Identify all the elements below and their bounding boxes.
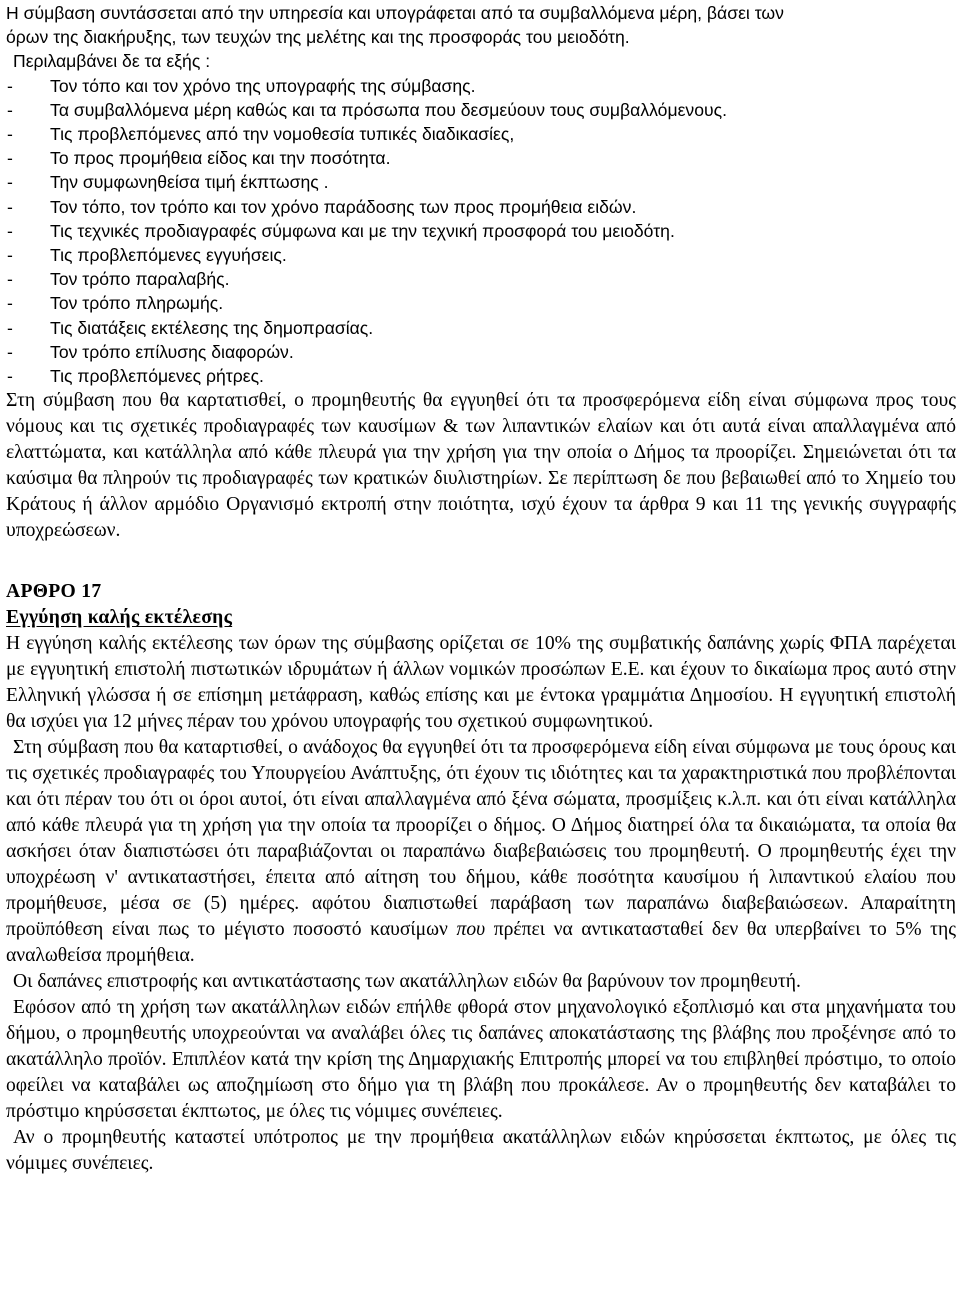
list-item <box>6 243 956 267</box>
list-dash: - <box>7 75 13 96</box>
list-item-text: Τις προβλεπόμενες ρήτρες. <box>50 366 264 387</box>
list-item <box>6 170 956 194</box>
list-item-text: Τον τρόπο επίλυσης διαφορών. <box>50 341 294 362</box>
bidder-text-after: πρέπει να αντικατασταθεί δεν θα υπερβαίνει το 5% της αναλωθείσα προμήθεια. <box>6 919 957 967</box>
document-page <box>6 1 956 1177</box>
paragraph-guarantee: Η εγγύηση καλής εκτέλεσης των όρων της σύμβασης ορίζεται σε 10% της συμβατικής δαπάνης χωρίς ΦΠΑ παρέχεται με εγγυητική επιστολή πιστωτικών ιδρυμάτων ή άλλων νομικών προσώπων Ε.Ε. και έχουν το δικαίωμα προς αυτό στην Ελληνική γλώσσα ή σε επίσημη μετάφραση, καθώς επίσης και με έντοκα γραμμάτια Δημοσίου. Η εγγυητική επιστολή θα ισχύει για 12 μήνες πέραν του χρόνου υπογραφής του σχετικού συμφωνητικού. <box>6 633 956 733</box>
intro-line-2: όρων της διακήρυξης, των τευχών της μελέτης και της προσφοράς του μειοδότη. <box>6 27 630 48</box>
list-dash: - <box>7 366 13 387</box>
includes-label: Περιλαμβάνει δε τα εξής : <box>13 51 211 72</box>
list-item-text: Τον τόπο, τον τρόπο και τον χρόνο παράδοσης των προς προμήθεια ειδών. <box>50 196 637 217</box>
list-item <box>6 291 956 315</box>
article-heading: ΑΡΘΡΟ 17 <box>6 581 102 603</box>
paragraph-contract-warranty: Στη σύμβαση που θα καρτατισθεί, ο προμηθευτής θα εγγυηθεί ότι τα προσφερόμενα είδη είναι σύμφωνα προς τους νόμους και τις σχετικές προδιαγραφές των καυσίμων & των λιπαντικών ελαίων και ότι αυτά είναι απαλλαγμένα από ελαττώματα, και κατάλληλα από κάθε πλευρά για την χρήση για την οποία ο Δήμος τα προορίζει. Σημειώνεται ότι τα καύσιμα θα πληρούν τις προδιαγραφές των κρατικών διυλιστηρίων. Σε περίπτωση δε που βεβαιωθεί από το Χημείο του Κράτους ή άλλον αρμόδιο Οργανισμό εκτροπή στην ποιότητα, ισχύ έχουν τα άρθρα 9 και 11 της γενικής συγγραφής υποχρεώσεων. <box>6 390 956 542</box>
list-item <box>6 146 956 170</box>
list-item <box>6 195 956 219</box>
list-dash: - <box>7 220 13 241</box>
list-dash: - <box>7 99 13 120</box>
list-dash: - <box>7 245 13 266</box>
list-item-text: Τις προβλεπόμενες εγγυήσεις. <box>50 245 287 266</box>
section-spacer <box>6 544 956 579</box>
contract-contents-list <box>6 74 956 389</box>
list-item <box>6 74 956 98</box>
paragraph-bidder-warranty <box>6 735 956 969</box>
paragraph-forfeiture: Αν ο προμηθευτής καταστεί υπότροπος με την προμήθεια ακατάλληλων ειδών κηρύσσεται έκπτωτος, με όλες τις νόμιμες συνέπειες. <box>6 1127 956 1175</box>
body-section <box>6 388 956 1177</box>
bidder-text-before: Στη σύμβαση που θα καταρτισθεί, ο ανάδοχος θα εγγυηθεί ότι τα προσφερόμενα είδη είναι σύμφωνα με τους όρους και τις σχετικές προδιαγραφές του Υπουργείου Ανάπτυξης, ότι έχουν τις ιδιότητες και τα χαρακτηριστικά που προβλέπονται και ότι πέραν του ότι οι όροι αυτοί, ότι είναι απαλλαγμένα από ξένα σώματα, προσμίξεις κ.λ.π. και ότι είναι κατάλληλα από κάθε πλευρά για τη χρήση για την οποία τα προορίζει ο δήμος. Ο Δήμος διατηρεί όλα τα δικαιώματα, τα οποία θα ασκήσει όταν διαπιστώσει ότι παραβιάζονται οι παραπάνω διαβεβαιώσεις του προμηθευτή. Ο προμηθευτής έχει την υποχρέωση ν' αντικαταστήσει, έπειτα από αίτηση του δήμου, κάθε ποσότητα καυσίμου ή λιπαντικού ελαίου που προμήθευσε, μέσα σε (5) ημέρες. αφότου διαπιστωθεί παράβαση των παραπάνω διαβεβαιώσεων. Απαραίτητη προϋπόθεση είναι πως το μέγιστο ποσοστό καυσίμων <box>6 737 956 941</box>
paragraph-damage-costs: Εφόσον από τη χρήση των ακατάλληλων ειδών επήλθε φθορά στον μηχανολογικό εξοπλισμό και στα μηχανήματα του δήμου, ο προμηθευτής υποχρεούνται να αναλάβει όλες τις δαπάνες αποκατάστασης της βλάβης που προξένησε από το ακατάλληλο προϊόν. Επιπλέον κατά την κρίση της Δημαρχιακής Επιτροπής μπορεί να του επιβληθεί πρόστιμο, το οποίο οφείλει να καταβάλει ως αποζημίωση στο δήμο για τη βλάβη που προκάλεσε. Αν ο προμηθευτής δεν καταβάλει το πρόστιμο κηρύσσεται έκπτωτος, με όλες τις νόμιμες συνέπειες. <box>6 997 956 1123</box>
list-dash: - <box>7 341 13 362</box>
list-dash: - <box>7 148 13 169</box>
list-dash: - <box>7 317 13 338</box>
list-dash: - <box>7 293 13 314</box>
list-item <box>6 340 956 364</box>
paragraph-return-costs: Οι δαπάνες επιστροφής και αντικατάστασης των ακατάλληλων ειδών θα βαρύνουν τον προμηθευτή. <box>13 971 801 993</box>
list-item <box>6 122 956 146</box>
list-item-text: Το προς προμήθεια είδος και την ποσότητα. <box>50 148 391 169</box>
list-dash: - <box>7 124 13 145</box>
list-dash: - <box>7 196 13 217</box>
list-item-text: Τις διατάξεις εκτέλεσης της δημοπρασίας. <box>50 317 374 338</box>
intro-section <box>6 1 956 388</box>
list-item-text: Την συμφωνηθείσα τιμή έκπτωσης . <box>50 172 329 193</box>
list-item <box>6 364 956 388</box>
list-item-text: Τον τόπο και τον χρόνο της υπογραφής της σύμβασης. <box>50 75 476 96</box>
list-item <box>6 316 956 340</box>
article-subheading: Εγγύηση καλής εκτέλεσης <box>6 607 233 629</box>
list-item-text: Τα συμβαλλόμενα μέρη καθώς και τα πρόσωπα που δεσμεύουν τους συμβαλλόμενους. <box>50 99 727 120</box>
list-item-text: Τις τεχνικές προδιαγραφές σύμφωνα και με την τεχνική προσφορά του μειοδότη. <box>50 220 675 241</box>
bidder-text-italic: που <box>456 919 486 941</box>
list-item-text: Τον τρόπο παραλαβής. <box>50 269 230 290</box>
list-item-text: Τον τρόπο πληρωμής. <box>50 293 224 314</box>
list-item <box>6 267 956 291</box>
list-item-text: Τις προβλεπόμενες από την νομοθεσία τυπικές διαδικασίες, <box>50 124 515 145</box>
list-dash: - <box>7 172 13 193</box>
list-item <box>6 219 956 243</box>
intro-line-1: Η σύμβαση συντάσσεται από την υπηρεσία και υπογράφεται από τα συμβαλλόμενα μέρη, βάσει των <box>6 3 784 23</box>
list-item <box>6 98 956 122</box>
list-dash: - <box>7 269 13 290</box>
